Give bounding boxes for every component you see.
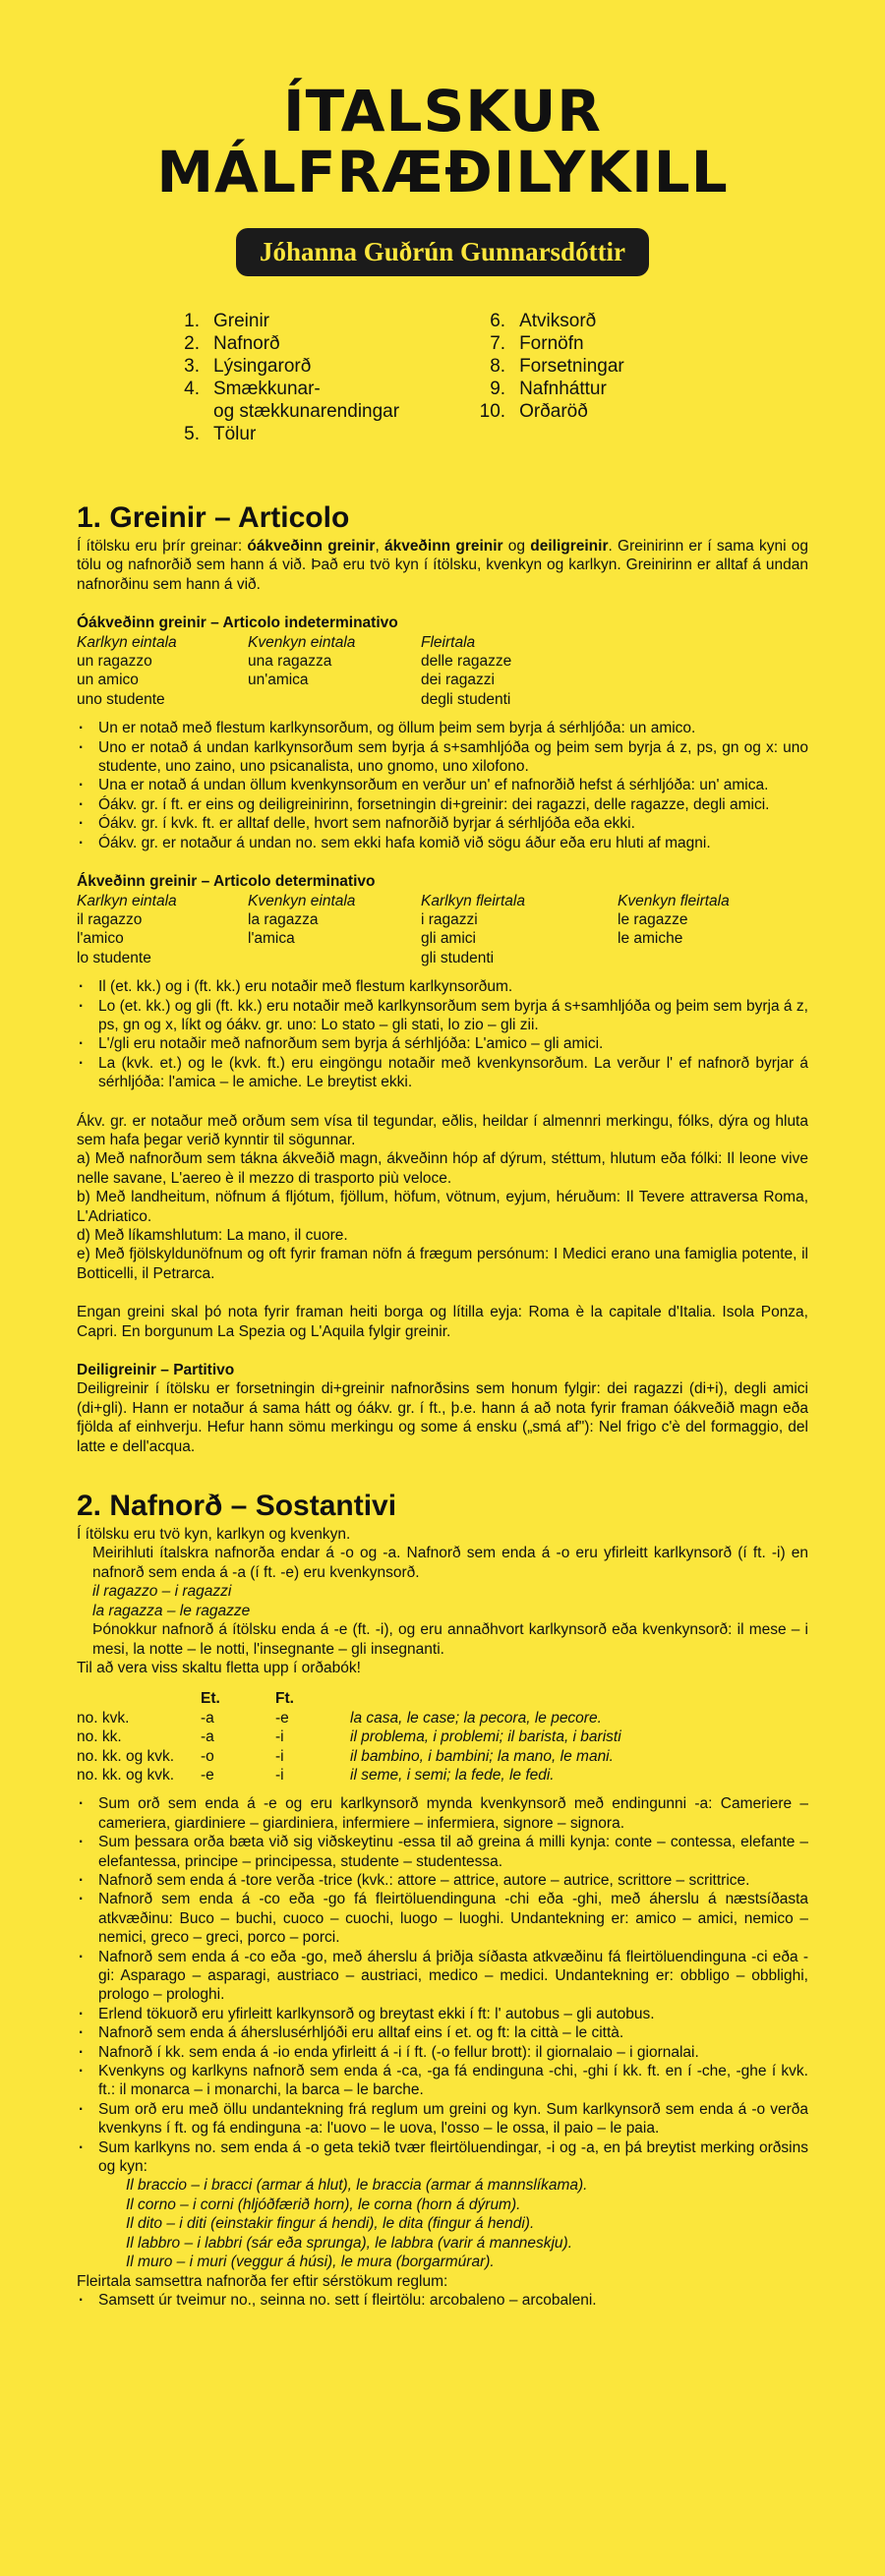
table-cell: l'amica	[248, 930, 295, 948]
toc-item	[478, 355, 624, 378]
table-cell: -i	[275, 1747, 284, 1765]
toc-number: 5.	[184, 424, 200, 444]
title-line-1: ÍTALSKUR	[283, 78, 602, 145]
table-cell: -a	[201, 1709, 214, 1727]
table-header: Fleirtala	[421, 633, 476, 651]
definite-article-title: Ákveðinn greinir – Articolo determinativo	[77, 873, 376, 891]
table-cell	[618, 949, 808, 967]
section-2-p1: Í ítölsku eru tvö kyn, karlkyn og kvenkyn.	[77, 1526, 351, 1544]
list-item: · Óákv. gr. er notaður á undan no. sem ekki hafa komið við sögu áður eða eru hluti af magni.	[77, 834, 808, 852]
example: la ragazza – le ragazze	[92, 1602, 251, 1619]
list-item: · Samsett úr tveimur no., seinna no. sett í fleirtölu: arcobaleno – arcobaleni.	[77, 2291, 808, 2310]
toc-number: 6.	[490, 311, 506, 331]
table-cell: -e	[201, 1766, 214, 1784]
table-cell: delle ragazze	[421, 653, 512, 671]
table-cell: gli studenti	[421, 949, 495, 966]
toc-label: Nafnháttur	[519, 379, 607, 399]
definite-article-rules	[77, 977, 808, 1091]
title-line-2: MÁLFRÆÐILYKILL	[156, 139, 729, 205]
toc-item	[172, 355, 399, 378]
toc-label: Forsetningar	[519, 356, 624, 377]
table-cell: il seme, i semi; la fede, le fedi.	[350, 1766, 555, 1784]
table-header	[77, 1689, 201, 1708]
author-badge: Jóhanna Guðrún Gunnarsdóttir	[236, 228, 649, 276]
list-item: · Sum orð eru með öllu undantekning frá reglum um greini og kyn. Sum karlkynsorð sem enda á -o verða kvenkyns í ft. og fá endinguna -a: l'uovo – le uova, l'osso – le ossa, il paio – le paia.	[77, 2100, 808, 2138]
table-cell: degli studenti	[421, 690, 511, 708]
toc-label: Lýsingarorð	[213, 356, 312, 377]
compound-noun-rules	[77, 2291, 808, 2310]
example: Il muro – i muri (veggur á húsi), le mura (borgarmúrar).	[126, 2254, 495, 2271]
toc-label: Tölur	[213, 424, 257, 444]
usage-point: a) Með nafnorðum sem tákna ákveðið magn, ákveðinn hóp af dýrum, stéttum, hlutum eða fólki: Il leone vive nelle savane, L'aereo è il mezzo di trasporto più veloce.	[77, 1150, 808, 1187]
toc-number: 7.	[490, 333, 506, 354]
toc-item	[478, 400, 624, 423]
table-cell: no. kk.	[77, 1728, 122, 1746]
list-item: · Uno er notað á undan karlkynsorðum sem byrja á s+samhljóða og þeim sem byrja á z, ps, gn og x: uno studente, uno zaino, uno psicanalista, uno gnomo, uno xilofono.	[77, 738, 808, 777]
section-1-intro: Í ítölsku eru þrír greinar: óákveðinn greinir, ákveðinn greinir og deiligreinir. Greinirinn er í sama kyni og tölu og nafnorðið sem hann á við. Það eru tvö kyn í ítölsku, kvenkyn og karlkyn. Greinirinn er alltaf á undan nafnorðinu sem hann á við.	[77, 538, 809, 593]
list-item: · Óákv. gr. í kvk. ft. er alltaf delle, hvort sem nafnorðið byrjar á sérhljóða eða ekki.	[77, 814, 808, 833]
list-item: · Sum orð sem enda á -e og eru karlkynsorð mynda kvenkynsorð með endingunni -a: Cameriere – cameriera, giardiniere – giardiniera, infermiere – infermiera, signore – signora.	[77, 1794, 808, 1833]
table-cell: la ragazza	[248, 910, 319, 928]
table-cell: -a	[201, 1728, 214, 1746]
usage-point: e) Með fjölskyldunöfnum og oft fyrir framan nöfn á frægum persónum: I Medici erano una famiglia potente, il Botticelli, il Petrarca.	[77, 1246, 808, 1282]
table-cell: il bambino, i bambini; la mano, le mani.	[350, 1747, 614, 1765]
toc-item	[172, 310, 399, 332]
document-title	[0, 0, 885, 203]
list-item: · Erlend tökuorð eru yfirleitt karlkynsorð og breytast ekki í ft: l' autobus – gli autobus.	[77, 2005, 808, 2023]
table-cell: le amiche	[618, 930, 683, 948]
table-cell: gli amici	[421, 930, 476, 948]
toc-number: 9.	[490, 379, 506, 399]
table-header: Kvenkyn eintala	[248, 892, 356, 909]
toc-number: 8.	[490, 356, 506, 377]
indefinite-article-rules	[77, 719, 808, 852]
table-header: Kvenkyn fleirtala	[618, 892, 730, 909]
table-cell: il problema, i problemi; il barista, i baristi	[350, 1728, 621, 1746]
toc-item	[478, 378, 624, 400]
toc-item	[172, 423, 399, 445]
toc-item	[172, 400, 399, 423]
toc-label: Nafnorð	[213, 333, 280, 354]
partitive-title: Deiligreinir – Partitivo	[77, 1362, 235, 1379]
list-item: · Un er notað með flestum karlkynsorðum, og öllum þeim sem byrja á sérhljóða: un amico.	[77, 719, 808, 737]
list-item: · Óákv. gr. í ft. er eins og deiligreinirinn, forsetningin di+greinir: dei ragazzi, delle ragazze, degli amici.	[77, 795, 808, 814]
list-item: · La (kvk. et.) og le (kvk. ft.) eru eingöngu notaðir með kvenkynsorðum. La verður l' ef nafnorð byrjar á sérhljóða: l'amica – le amiche. Le breytist ekki.	[77, 1054, 808, 1092]
toc-label: Greinir	[213, 311, 270, 331]
definite-article-exception: Engan greini skal þó nota fyrir framan heiti borga og lítilla eyja: Roma è la capitale d'Italia. Isola Ponza, Capri. En borgunum La Spezia og L'Aquila fylgir greinir.	[77, 1304, 808, 1340]
indefinite-article-table	[77, 633, 808, 710]
list-item: · Nafnorð sem enda á -co eða -go fá fleirtöluendinguna -chi eða -ghi, með áherslu á næstsíðasta atkvæðinu: Buco – buchi, cuoco – cuochi, luogo – luoghi. Undantekning er: amico – amici, nemico – nemici, greco – greci, porco – porci.	[77, 1890, 808, 1947]
noun-ending-table	[77, 1689, 808, 1785]
table-cell	[248, 690, 421, 709]
list-item: · Nafnorð sem enda á áherslusérhljóði eru alltaf eins í et. og ft: la città – le città.	[77, 2023, 808, 2042]
example: Il corno – i corni (hljóðfærið horn), le corna (horn á dýrum).	[126, 2195, 521, 2213]
toc-number: 10.	[479, 401, 506, 422]
table-cell: -e	[275, 1709, 289, 1727]
toc-number: 3.	[184, 356, 200, 377]
author-wrap	[0, 228, 885, 276]
table-cell: le ragazze	[618, 910, 688, 928]
table-of-contents	[172, 310, 885, 445]
toc-item	[478, 332, 624, 355]
example: Il braccio – i bracci (armar á hlut), le braccia (armar á mannslíkama).	[126, 2177, 588, 2195]
toc-right-column	[478, 310, 624, 445]
toc-label: Fornöfn	[519, 333, 584, 354]
list-item: · Nafnorð í kk. sem enda á -io enda yfirleitt á -i í ft. (-o fellur brott): il giornalaio – i giornalai.	[77, 2043, 808, 2062]
section-1-heading: 1. Greinir – Articolo	[77, 501, 350, 534]
table-cell: -o	[201, 1747, 214, 1765]
table-cell: l'amico	[77, 930, 124, 948]
table-cell: il ragazzo	[77, 910, 143, 928]
list-item: · Il (et. kk.) og i (ft. kk.) eru notaðir með flestum karlkynsorðum.	[77, 977, 808, 996]
compound-noun-intro: Fleirtala samsettra nafnorða fer eftir sérstökum reglum:	[77, 2272, 448, 2290]
table-cell: un amico	[77, 672, 139, 689]
table-cell: -i	[275, 1766, 284, 1784]
noun-rules	[77, 1794, 808, 2176]
partitive-text: Deiligreinir í ítölsku er forsetningin di+greinir nafnorðsins sem honum fylgir: dei ragazzi (di+i), degli amici (di+gli). Hann er notaður á sama hátt og óákv. gr. í ft., þ.e. hann á að nota fyrir framan óákveðið magn eða fjölda af einhverju. Hefur hann sömu merkingu og some á ensku („smá af"): Nel frigo c'è del formaggio, del latte e dell'acqua.	[77, 1380, 808, 1455]
definite-article-usage: Ákv. gr. er notaður með orðum sem vísa til tegundar, eðlis, heildar í almennri merkingu, fólks, dýra og hluta sem hafa þegar verið kynntir til sögunnar.	[77, 1112, 808, 1148]
table-cell: no. kk. og kvk.	[77, 1766, 175, 1784]
toc-number	[172, 400, 200, 423]
table-cell: no. kk. og kvk.	[77, 1747, 175, 1765]
spacer	[77, 1456, 808, 1490]
table-header: Karlkyn eintala	[77, 633, 177, 651]
toc-item	[172, 378, 399, 400]
list-item: · Una er notað á undan öllum kvenkynsorðum en verður un' ef nafnorðið hefst á sérhljóða: un' amica.	[77, 776, 808, 794]
content	[77, 501, 808, 2310]
list-item: · Lo (et. kk.) og gli (ft. kk.) eru notaðir með karlkynsorðum sem byrja á s+samhljóða og þeim sem byrja á z, ps, gn og x, líkt og óákv. gr. uno: Lo stato – gli stati, lo zio – gli zii.	[77, 997, 808, 1035]
example: Il labbro – i labbri (sár eða sprunga), le labbra (varir á manneskju).	[126, 2234, 573, 2252]
table-header: Karlkyn fleirtala	[421, 892, 525, 909]
section-2-p4: Til að vera viss skaltu fletta upp í orðabók!	[77, 1659, 361, 1676]
table-cell: -i	[275, 1728, 284, 1746]
toc-label: Atviksorð	[519, 311, 597, 331]
table-header: Kvenkyn eintala	[248, 633, 356, 651]
example: Il dito – i diti (einstakir fingur á hendi), le dita (fingur á hendi).	[126, 2215, 535, 2233]
table-header: Ft.	[275, 1690, 294, 1708]
usage-point: b) Með landheitum, nöfnum á fljótum, fjöllum, höfum, vötnum, eyjum, héruðum: Il Tevere attraversa Roma, L'Adriatico.	[77, 1189, 808, 1225]
section-2-heading: 2. Nafnorð – Sostantivi	[77, 1490, 397, 1523]
table-cell: una ragazza	[248, 653, 332, 671]
usage-point: d) Með líkamshlutum: La mano, il cuore.	[77, 1227, 348, 1244]
spacer	[77, 1283, 808, 1303]
list-item: · Nafnorð sem enda á -tore verða -trice (kvk.: attore – attrice, autore – autrice, scrittore – scrittrice.	[77, 1871, 808, 1890]
table-cell: i ragazzi	[421, 910, 478, 928]
spacer	[77, 1092, 808, 1112]
list-item: · Nafnorð sem enda á -co eða -go, með áherslu á þriðja síðasta atkvæðinu fá fleirtöluendinguna -ci eða -gi: Asparago – asparagi, austriaco – austriaci, medico – medici. Undantekning er: obbligo – obblighi, prologo – prologhi.	[77, 1948, 808, 2005]
section-2-p3: Þónokkur nafnorð á ítölsku enda á -e (ft. -i), og eru annaðhvort karlkynsorð eða kvenkynsorð: il mese – i mesi, la notte – le notti, l'insegnante – gli insegnanti.	[92, 1621, 808, 1658]
table-cell	[248, 949, 421, 967]
table-header: Karlkyn eintala	[77, 892, 177, 909]
table-header: Et.	[201, 1690, 220, 1708]
section-2-p2: Meirihluti ítalskra nafnorða endar á -o og -a. Nafnorð sem enda á -o eru yfirleitt karlkynsorð (í ft. -i) en nafnorð sem enda á -a (í ft. -e) eru kvenkynsorð.	[92, 1545, 808, 1581]
toc-label: og stækkunarendingar	[213, 401, 400, 422]
toc-label: Orðaröð	[519, 401, 588, 422]
table-cell: no. kvk.	[77, 1709, 130, 1727]
table-cell: un ragazzo	[77, 653, 152, 671]
toc-item	[172, 332, 399, 355]
toc-number: 1.	[184, 311, 200, 331]
table-cell: un'amica	[248, 672, 309, 689]
table-cell: uno studente	[77, 690, 165, 708]
toc-item	[478, 310, 624, 332]
toc-number: 2.	[184, 333, 200, 354]
table-cell: la casa, le case; la pecora, le pecore.	[350, 1709, 602, 1727]
table-cell: lo studente	[77, 949, 151, 966]
example: il ragazzo – i ragazzi	[92, 1583, 232, 1601]
toc-left-column	[172, 310, 399, 445]
table-header	[350, 1689, 808, 1708]
table-cell: dei ragazzi	[421, 672, 495, 689]
indefinite-article-title: Óákveðinn greinir – Articolo indeterminativo	[77, 615, 398, 632]
list-item: · Sum karlkyns no. sem enda á -o geta tekið tvær fleirtöluendingar, -i og -a, en þá breytist merking orðsins og kyn:	[77, 2138, 808, 2177]
list-item: · Kvenkyns og karlkyns nafnorð sem enda á -ca, -ga fá endinguna -chi, -ghi í kk. ft. en í -che, -ghe í kvk. ft.: il monarca – i monarchi, la barca – le barche.	[77, 2062, 808, 2100]
toc-label: Smækkunar-	[213, 379, 321, 399]
list-item: · Sum þessara orða bæta við sig viðskeytinu -essa til að greina á milli kynja: conte – contessa, elefante – elefantessa, principe – principessa, studente – studentessa.	[77, 1833, 808, 1871]
toc-number: 4.	[184, 379, 200, 399]
list-item: · L'/gli eru notaðir með nafnorðum sem byrja á sérhljóða: L'amico – gli amici.	[77, 1034, 808, 1053]
definite-article-table	[77, 892, 808, 968]
